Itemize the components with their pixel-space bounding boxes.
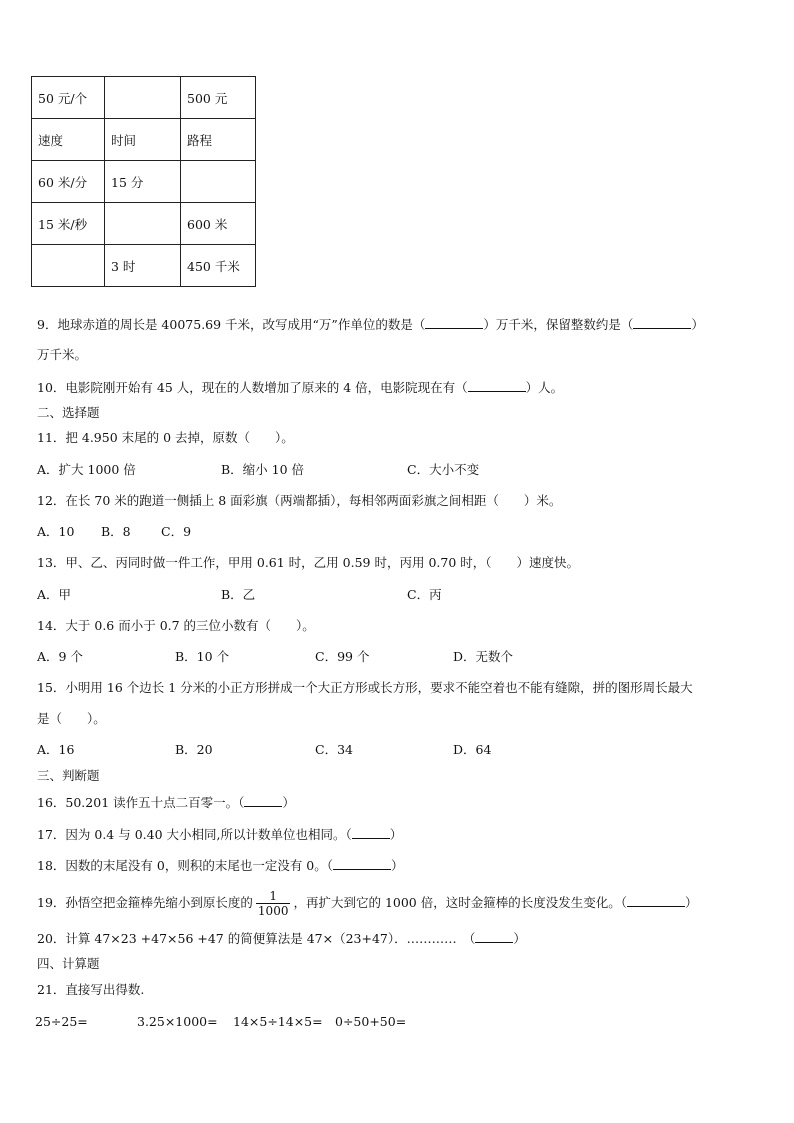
- question-text: 17．因为 0.4 与 0.40 大小相同,所以计数单位也相同。（: [37, 827, 352, 842]
- question-15: 15．小明用 16 个边长 1 分米的小正方形拼成一个大正方形或长方形，要求不能空着也不能有缝隙，拼的图形周长最大: [37, 680, 693, 695]
- table-cell: 600 米: [181, 203, 256, 245]
- option-c[interactable]: C．丙: [407, 587, 442, 602]
- option-a[interactable]: A．16: [37, 742, 75, 757]
- option-b[interactable]: B．乙: [221, 587, 256, 602]
- option-a[interactable]: A．甲: [37, 587, 72, 602]
- table-cell: 500 元: [181, 77, 256, 119]
- question-9-continued: 万千米。: [37, 347, 88, 362]
- answer-blank[interactable]: [333, 857, 391, 870]
- option-a[interactable]: A．10: [37, 524, 75, 539]
- question-text: 10．电影院刚开始有 45 人，现在的人数增加了原来的 4 倍，电影院现在有（: [37, 380, 468, 395]
- option-a[interactable]: A．9 个: [37, 649, 83, 664]
- option-b[interactable]: B．8: [101, 524, 131, 539]
- table-cell: 时间: [105, 119, 181, 161]
- calc-item: 25÷25=: [35, 1014, 88, 1029]
- question-text: ）: [391, 858, 404, 873]
- question-text: ）万千米，保留整数约是（: [483, 317, 634, 332]
- question-21: 21．直接写出得数.: [37, 982, 145, 997]
- table-cell: 15 米/秒: [32, 203, 105, 245]
- calc-item: 14×5÷14×5=: [233, 1014, 323, 1029]
- table-cell: [105, 77, 181, 119]
- question-text: ）人。: [525, 380, 564, 395]
- answer-blank[interactable]: [425, 316, 483, 329]
- option-d[interactable]: D．64: [453, 742, 492, 757]
- table-row: [32, 77, 256, 119]
- option-c[interactable]: C．9: [161, 524, 192, 539]
- question-text: 19．孙悟空把金箍棒先缩小到原长度的: [37, 895, 253, 910]
- fraction: [256, 889, 291, 918]
- question-11: 11．把 4.950 末尾的 0 去掉，原数（ ）。: [37, 430, 294, 445]
- option-c[interactable]: C．34: [315, 742, 353, 757]
- question-15-continued: 是（ ）。: [37, 711, 106, 726]
- option-c[interactable]: C．大小不变: [407, 462, 480, 477]
- section-heading-calculation: 四、计算题: [37, 956, 100, 971]
- fraction-numerator: 1: [269, 889, 278, 903]
- answer-blank[interactable]: [627, 894, 685, 907]
- question-text: ）: [684, 895, 698, 910]
- question-text: ）: [389, 827, 403, 842]
- question-9: [37, 316, 704, 333]
- answer-blank[interactable]: [468, 379, 526, 392]
- table-row: [32, 119, 256, 161]
- table-cell: 速度: [32, 119, 105, 161]
- option-b[interactable]: B．10 个: [175, 649, 230, 664]
- answer-blank[interactable]: [244, 794, 282, 807]
- option-b[interactable]: B．20: [175, 742, 213, 757]
- option-b[interactable]: B．缩小 10 倍: [221, 462, 305, 477]
- answer-blank[interactable]: [352, 826, 390, 839]
- question-text: ）: [691, 317, 704, 332]
- calc-item: 3.25×1000=: [137, 1014, 218, 1029]
- fraction-denominator: 1000: [257, 904, 289, 918]
- section-heading-choice: 二、选择题: [37, 405, 100, 420]
- speed-time-distance-table: [31, 76, 256, 287]
- table-cell: 50 元/个: [32, 77, 105, 119]
- calc-item: 0÷50+50=: [335, 1014, 407, 1029]
- section-heading-judgement: 三、判断题: [37, 768, 100, 783]
- table-row: [32, 161, 256, 203]
- table-cell: [181, 161, 256, 203]
- question-10: [37, 379, 563, 396]
- table-row: [32, 245, 256, 287]
- question-text: 9．地球赤道的周长是 40075.69 千米，改写成用“万”作单位的数是（: [37, 317, 426, 332]
- table-row: [32, 203, 256, 245]
- answer-blank[interactable]: [475, 930, 513, 943]
- option-c[interactable]: C．99 个: [315, 649, 370, 664]
- question-text: 18．因数的末尾没有 0，则积的末尾也一定没有 0。（: [37, 858, 334, 873]
- table-cell: 15 分: [105, 161, 181, 203]
- question-text: 20．计算 47×23 +47×56 +47 的简便算法是 47×（23+47）．………… （: [37, 931, 476, 946]
- table-cell: [105, 203, 181, 245]
- question-12: 12．在长 70 米的跑道一侧插上 8 面彩旗（两端都插），每相邻两面彩旗之间相距（ ）米。: [37, 493, 562, 508]
- table-cell: 60 米/分: [32, 161, 105, 203]
- question-16: [37, 794, 295, 811]
- question-13: 13．甲、乙、丙同时做一件工作，甲用 0.61 时，乙用 0.59 时，丙用 0.70 时，（ ）速度快。: [37, 555, 579, 570]
- table-cell: 450 千米: [181, 245, 256, 287]
- table-cell: [32, 245, 105, 287]
- question-17: [37, 826, 402, 843]
- table-cell: 3 时: [105, 245, 181, 287]
- answer-blank[interactable]: [633, 316, 691, 329]
- question-text: ）: [282, 795, 295, 810]
- question-text: ）: [513, 931, 526, 946]
- option-a[interactable]: A．扩大 1000 倍: [37, 462, 136, 477]
- question-text: ，再扩大到它的 1000 倍，这时金箍棒的长度没发生变化。（: [293, 895, 627, 910]
- table-cell: 路程: [181, 119, 256, 161]
- question-19: [37, 886, 698, 920]
- option-d[interactable]: D．无数个: [453, 649, 514, 664]
- question-20: [37, 930, 526, 947]
- question-14: 14．大于 0.6 而小于 0.7 的三位小数有（ ）。: [37, 618, 315, 633]
- question-text: 16．50.201 读作五十点二百零一。（: [37, 795, 245, 810]
- question-18: [37, 857, 404, 874]
